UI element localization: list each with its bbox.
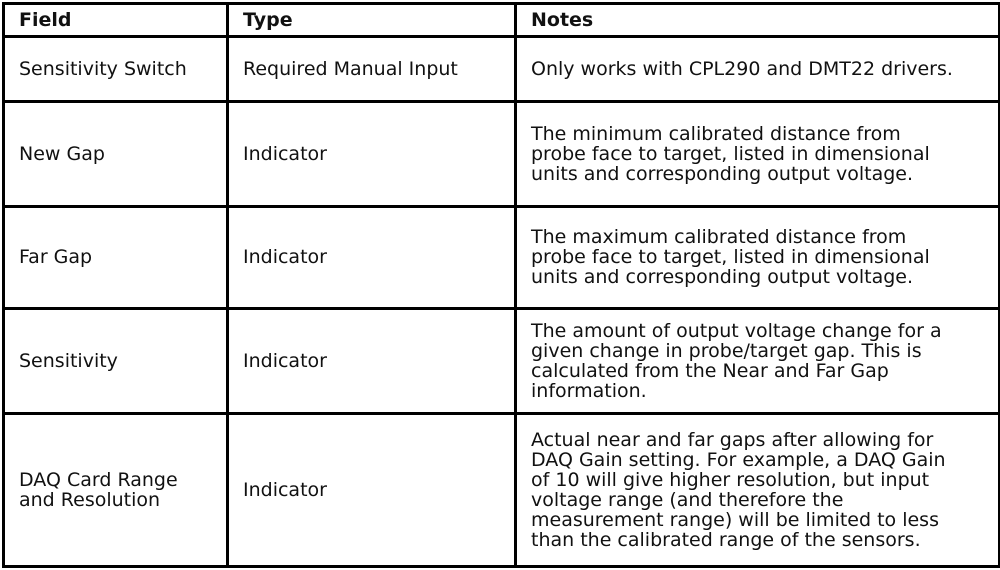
field-line: Sensitivity: [19, 349, 118, 372]
notes-cell: [516, 101, 1000, 207]
table-row: [4, 37, 1000, 102]
notes-line: information.: [531, 379, 647, 402]
notes-line: The minimum calibrated distance from: [531, 122, 901, 145]
notes-line: voltage range (and therefore the: [531, 489, 844, 512]
type-cell: Indicator: [228, 101, 516, 207]
notes-cell: [516, 308, 1000, 414]
notes-line: The maximum calibrated distance from: [531, 226, 907, 249]
notes-line: than the calibrated range of the sensors.: [531, 529, 921, 552]
notes-line: measurement range) will be limited to less: [531, 509, 939, 532]
notes-line: Only works with CPL290 and DMT22 drivers.: [531, 57, 953, 80]
field-cell: [4, 414, 228, 567]
header-notes: Notes: [516, 4, 1000, 37]
header-row: [4, 4, 1000, 37]
header-field: Field: [4, 4, 228, 37]
notes-line: probe face to target, listed in dimensional: [531, 246, 930, 269]
type-cell: Indicator: [228, 207, 516, 308]
table-row: [4, 207, 1000, 308]
field-cell: [4, 101, 228, 207]
field-line: Sensitivity Switch: [19, 57, 187, 80]
field-table: [2, 2, 1000, 568]
notes-line: of 10 will give higher resolution, but input: [531, 469, 930, 492]
field-line: and Resolution: [19, 489, 161, 512]
notes-line: probe face to target, listed in dimensional: [531, 142, 930, 165]
table-row: [4, 308, 1000, 414]
notes-cell: [516, 207, 1000, 308]
table-row: [4, 414, 1000, 567]
notes-cell: [516, 414, 1000, 567]
type-cell: Required Manual Input: [228, 37, 516, 102]
field-line: New Gap: [19, 142, 105, 165]
notes-line: units and corresponding output voltage.: [531, 266, 914, 289]
table-row: [4, 101, 1000, 207]
notes-line: The amount of output voltage change for a: [531, 319, 942, 342]
field-line: DAQ Card Range: [19, 469, 178, 492]
notes-line: calculated from the Near and Far Gap: [531, 359, 889, 382]
field-cell: [4, 207, 228, 308]
notes-cell: [516, 37, 1000, 102]
type-cell: Indicator: [228, 308, 516, 414]
field-cell: [4, 37, 228, 102]
notes-line: units and corresponding output voltage.: [531, 162, 914, 185]
notes-line: Actual near and far gaps after allowing for: [531, 429, 934, 452]
field-cell: [4, 308, 228, 414]
field-line: Far Gap: [19, 246, 93, 269]
header-type: Type: [228, 4, 516, 37]
notes-line: DAQ Gain setting. For example, a DAQ Gain: [531, 449, 946, 472]
notes-line: given change in probe/target gap. This is: [531, 339, 922, 362]
type-cell: Indicator: [228, 414, 516, 567]
